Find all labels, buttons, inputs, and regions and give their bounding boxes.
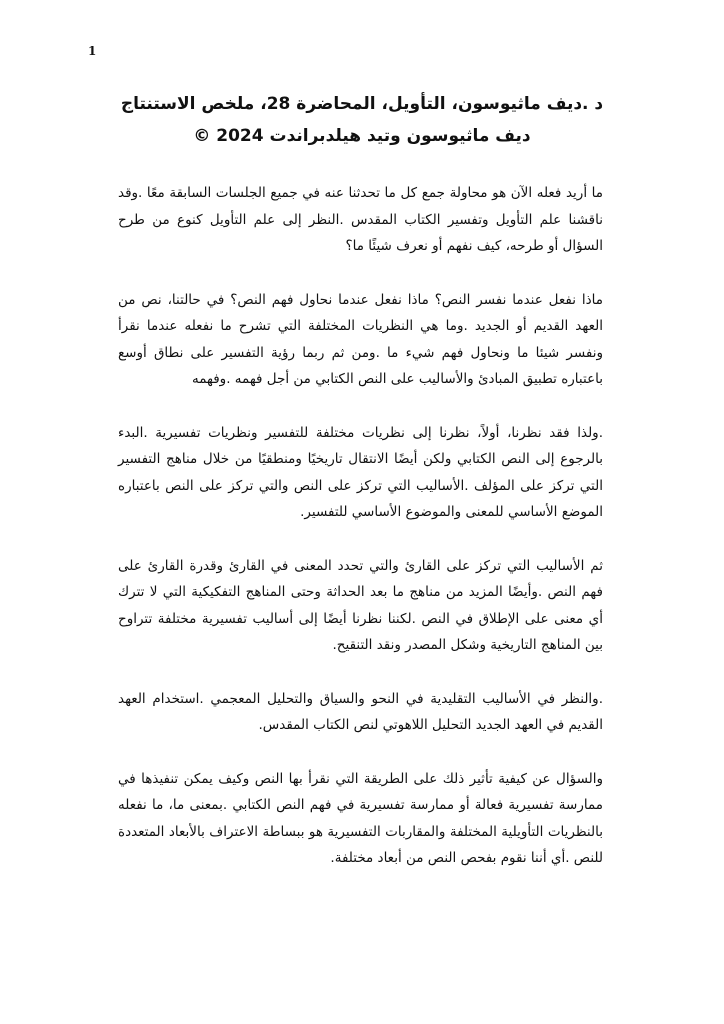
paragraph-1: ما أريد فعله الآن هو محاولة جمع كل ما تحدثنا عنه في جميع الجلسات السابقة معًا .وقد ناقشنا علم التأويل وتفسير الكتاب المقدس .النظر إلى علم التأويل كنوع من طرح السؤال أو طرحه، كيف نفهم أو نعرف شيئًا ما؟: [118, 185, 603, 254]
paragraph-3: .ولذا فقد نظرنا، أولاً، نظرنا إلى نظريات مختلفة للتفسير ونظريات تفسيرية .البدء بالرجوع إلى النص الكتابي ولكن أيضًا الانتقال تاريخيًا ومنطقيًا من خلال مناهج التفسير التي تركز على المؤلف .الأساليب التي تركز على النص والتي تركز على النص باعتباره الموضع الأساسي للمعنى والموضوع الأساسي للتفسير.: [118, 424, 603, 520]
document-header: [60, 88, 664, 152]
document-title: د .ديف ماثيوسون، التأويل، المحاضرة 28، ملخص الاستنتاج: [120, 94, 604, 114]
paragraph-4: ثم الأساليب التي تركز على القارئ والتي تحدد المعنى في القارئ وقدرة القارئ على فهم النص .وأيضًا المزيد من مناهج ما بعد الحداثة وحتى المناهج التفكيكية التي لا تترك أي معنى على الإطلاق في النص .لكننا نظرنا أيضًا إلى أساليب تفسيرية مختلفة تتراوح بين المناهج التاريخية وشكل المصدر ونقد التنقيح.: [118, 557, 603, 653]
paragraph-2: ماذا نفعل عندما نفسر النص؟ ماذا نفعل عندما نحاول فهم النص؟ في حالتنا، نص من العهد القديم أو الجديد .وما هي النظريات المختلفة التي تشرح ما نفعله عندما نقرأ ونفسر شيئا ما ونحاول فهم شيء ما .ومن ثم ربما رؤية التفسير على نطاق أوسع باعتباره تطبيق المبادئ والأساليب على النص الكتابي من أجل فهمه .وفهمه: [118, 291, 603, 387]
document-body: [118, 180, 603, 899]
page-number: 1: [88, 44, 97, 58]
copyright-line: ديف ماثيوسون وتيد هيلدبراندت 2024 ©: [193, 126, 531, 146]
paragraph-6: والسؤال عن كيفية تأثير ذلك على الطريقة التي نقرأ بها النص وكيف يمكن تنفيذها في ممارسة تفسيرية فعالة أو ممارسة تفسيرية في فهم النص الكتابي .بمعنى ما، ما نفعله بالنظريات التأويلية المختلفة والمقاربات التفسيرية هو ببساطة الاعتراف بالأبعاد المتعددة للنص .أي أننا نقوم بفحص النص من أبعاد مختلفة.: [118, 770, 603, 866]
paragraph-5: .والنظر في الأساليب التقليدية في النحو والسياق والتحليل المعجمي .استخدام العهد القديم في العهد الجديد التحليل اللاهوتي لنص الكتاب المقدس.: [118, 690, 603, 733]
